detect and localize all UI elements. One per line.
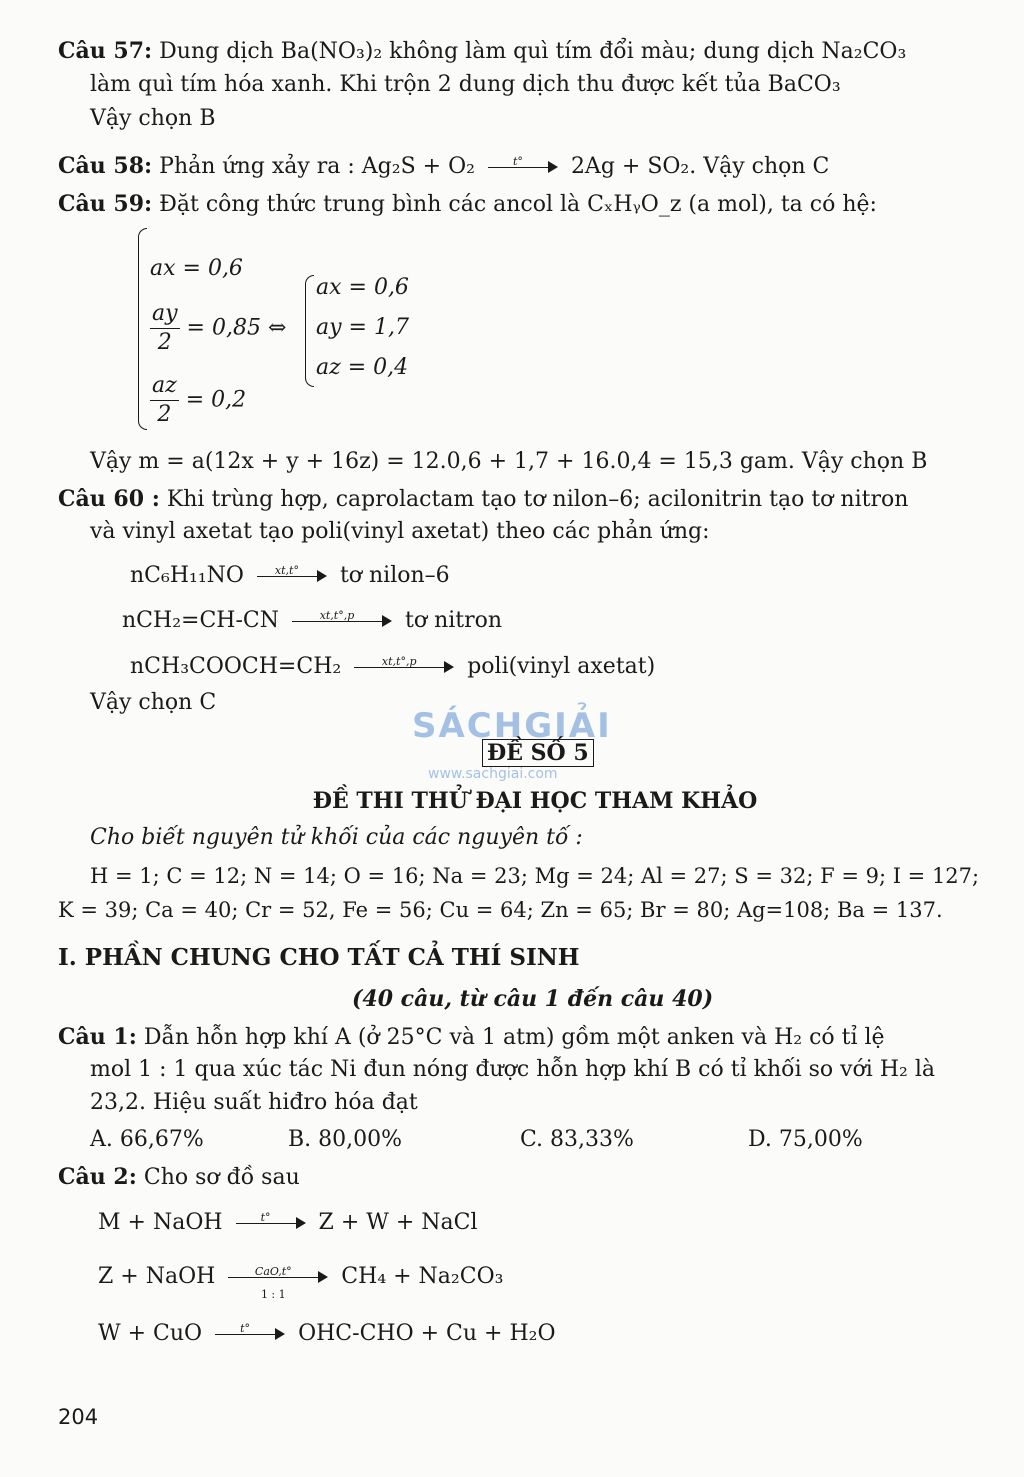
q58-pre: Phản ứng xảy ra : Ag₂S + O₂ (159, 154, 475, 179)
reaction-rhs: poli(vinyl axetat) (467, 654, 656, 679)
section-heading: I. PHẦN CHUNG CHO TẤT CẢ THÍ SINH (58, 944, 580, 971)
q60-line2: và vinyl axetat tạo poli(vinyl axetat) theo các phản ứng: (90, 519, 710, 544)
sys1-row2-num: ay (150, 300, 180, 329)
sys2-row2: ay = 1,7 (316, 315, 409, 340)
q2-text: Cho sơ đồ sau (143, 1165, 300, 1190)
q60-reaction2 (122, 606, 502, 636)
q2-reaction2 (98, 1262, 504, 1301)
reaction-rhs: tơ nilon–6 (339, 563, 450, 588)
sys1-row2 (150, 300, 286, 357)
q57-line1 (58, 36, 906, 67)
atomic-masses-2: K = 39; Ca = 40; Cr = 52, Fe = 56; Cu = 64; Zn = 65; Br = 80; Ag=108; Ba = 137. (58, 898, 943, 922)
sys2-row1: ax = 0,6 (316, 275, 409, 300)
q1-option-c: C. 83,33% (520, 1127, 634, 1152)
q1-option-b: B. 80,00% (288, 1127, 403, 1152)
sys2-row3: az = 0,4 (316, 355, 409, 380)
section-subheading: (40 câu, từ câu 1 đến câu 40) (352, 986, 714, 1012)
q1-label: Câu 1: (58, 1024, 137, 1050)
q60-reaction1 (130, 561, 450, 591)
reaction-arrow (215, 1323, 285, 1345)
system-brace-right (305, 275, 314, 387)
reaction-arrow (236, 1212, 306, 1234)
q1-text-1: Dẫn hỗn hợp khí A (ở 25°C và 1 atm) gồm một anken và H₂ có tỉ lệ (143, 1025, 885, 1050)
q2-line (58, 1162, 300, 1193)
q58-line (58, 151, 829, 182)
q59-text: Đặt công thức trung bình các ancol là CₓHᵧO_z (a mol), ta có hệ: (159, 192, 877, 217)
arrow-condition: xt,t°,p (381, 655, 417, 668)
sys1-row3-den: 2 (157, 402, 172, 427)
reaction-lhs: W + CuO (98, 1321, 203, 1346)
arrow-condition-below: 1 : 1 (260, 1288, 286, 1301)
reaction-lhs: M + NaOH (98, 1210, 223, 1235)
exam-number-box: ĐỀ SỐ 5 (482, 739, 594, 767)
q59-result: Vậy m = a(12x + y + 16z) = 12.0,6 + 1,7 + 16.0,4 = 15,3 gam. Vậy chọn B (90, 449, 928, 474)
q60-line1 (58, 484, 908, 515)
reaction-arrow (292, 610, 392, 632)
q60-label: Câu 60 : (58, 486, 160, 512)
sys1-row3-num: az (150, 372, 179, 401)
exam-title-text: ĐỀ THI THỬ ĐẠI HỌC THAM KHẢO (312, 788, 758, 814)
exam-title (0, 786, 1024, 816)
q2-label: Câu 2: (58, 1164, 137, 1190)
system-brace-left (138, 228, 147, 430)
sys1-row3-rhs: = 0,2 (185, 387, 247, 413)
q1-option-a: A. 66,67% (90, 1127, 204, 1152)
reaction-rhs: OHC-CHO + Cu + H₂O (298, 1321, 556, 1346)
q2-reaction3 (98, 1319, 556, 1349)
exam-number (482, 738, 594, 768)
sys1-row3 (150, 372, 246, 429)
q57-text-1: Dung dịch Ba(NO₃)₂ không làm quì tím đổi màu; dung dịch Na₂CO₃ (159, 39, 907, 64)
reaction-lhs: nC₆H₁₁NO (130, 563, 244, 588)
q58-post: 2Ag + SO₂. Vậy chọn C (570, 154, 830, 179)
arrow-condition: xt,t° (274, 564, 299, 577)
q57-line2: làm quì tím hóa xanh. Khi trộn 2 dung dịch thu được kết tủa BaCO₃ (90, 72, 841, 97)
reaction-rhs: CH₄ + Na₂CO₃ (341, 1264, 504, 1289)
q2-reaction1 (98, 1208, 478, 1238)
arrow-condition: t° (260, 1211, 271, 1224)
reaction-lhs: Z + NaOH (98, 1264, 216, 1289)
sys1-row2-rhs: = 0,85 (186, 315, 261, 341)
q58-label: Câu 58: (58, 153, 153, 179)
reaction-arrow (488, 156, 558, 178)
q1-line3: 23,2. Hiệu suất hiđro hóa đạt (90, 1090, 418, 1115)
q59-label: Câu 59: (58, 191, 153, 217)
reaction-lhs: nCH₂=CH-CN (122, 608, 279, 633)
arrow-condition: xt,t°,p (319, 609, 355, 622)
q1-line2: mol 1 : 1 qua xúc tác Ni đun nóng được hỗn hợp khí B có tỉ khối so với H₂ là (90, 1057, 935, 1082)
watermark-logo: SÁCHGIẢI (412, 706, 612, 746)
arrow-condition: t° (240, 1322, 251, 1335)
sys1-row1: ax = 0,6 (150, 256, 243, 281)
q60-reaction3 (130, 652, 655, 682)
q60-text-1: Khi trùng hợp, caprolactam tạo tơ nilon–6; acilonitrin tạo tơ nitron (166, 487, 909, 512)
page-number: 204 (58, 1405, 99, 1429)
sys1-row2-den: 2 (157, 330, 172, 355)
reaction-rhs: tơ nitron (404, 608, 503, 633)
reaction-arrow (228, 1265, 328, 1301)
q59-line (58, 189, 877, 220)
q1-option-d: D. 75,00% (748, 1127, 863, 1152)
watermark-url: www.sachgiai.com (428, 766, 558, 782)
arrow-condition: t° (512, 155, 523, 168)
reaction-rhs: Z + W + NaCl (318, 1210, 478, 1235)
reaction-arrow (354, 656, 454, 678)
reaction-arrow (257, 565, 327, 587)
q1-line1 (58, 1022, 885, 1053)
equivalence-symbol: ⇔ (267, 315, 287, 341)
arrow-condition: CaO,t° (254, 1265, 292, 1278)
reaction-lhs: nCH₃COOCH=CH₂ (130, 654, 342, 679)
q57-label: Câu 57: (58, 38, 153, 64)
exam-note: Cho biết nguyên tử khối của các nguyên tố : (90, 825, 583, 850)
atomic-masses-1: H = 1; C = 12; N = 14; O = 16; Na = 23; Mg = 24; Al = 27; S = 32; F = 9; I = 127; (90, 864, 980, 888)
q57-line3: Vậy chọn B (90, 106, 216, 131)
q60-choice: Vậy chọn C (90, 690, 217, 715)
